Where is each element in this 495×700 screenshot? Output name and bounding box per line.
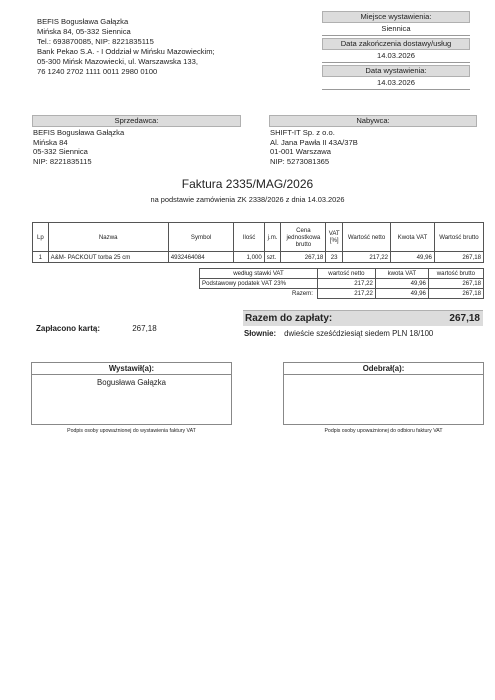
total-value: 267,18 xyxy=(449,313,480,324)
received-label: Odebrał(a): xyxy=(284,363,483,375)
issued-caption: Podpis osoby upoważnionej do wystawienia faktury VAT xyxy=(67,428,196,434)
col-header: Wartość netto xyxy=(343,223,391,252)
payment-info xyxy=(36,324,157,333)
item-name: A&M- PACKOUT torba 25 cm xyxy=(48,252,168,263)
col-header: Symbol xyxy=(168,223,234,252)
col-header: Ilość xyxy=(234,223,264,252)
seller-line: NIP: 8221835115 xyxy=(33,156,92,166)
issue-date-value: 14.03.2026 xyxy=(322,77,470,90)
seller-block xyxy=(32,115,241,166)
seller-header-line: 76 1240 2702 1111 0011 2980 0100 xyxy=(37,67,158,77)
invoice-title: Faktura 2335/MAG/2026 xyxy=(181,177,314,191)
delivery-date-value: 14.03.2026 xyxy=(322,50,470,63)
seller-header-line: Bank Pekao S.A. - I Oddział w Mińsku Mazowieckim; xyxy=(37,47,215,57)
table-row xyxy=(33,252,484,263)
seller-label: Sprzedawca: xyxy=(32,115,241,127)
item-symbol: 4932464084 xyxy=(168,252,234,263)
buyer-line: SHIFT-IT Sp. z o.o. xyxy=(270,128,335,137)
seller-line: BEFIS Bogusława Gałązka xyxy=(33,128,125,137)
total-words: dwieście sześćdziesiąt siedem PLN 18/100 xyxy=(284,329,434,338)
vat-col-header: kwota VAT xyxy=(375,269,428,279)
vat-gross: 267,18 xyxy=(428,279,483,289)
received-signature-box xyxy=(283,362,484,425)
place-value: Siennica xyxy=(322,23,470,36)
seller-header-line: Mińska 84, 05-332 Siennica xyxy=(37,27,131,37)
total-label: Razem do zapłaty: xyxy=(245,313,333,324)
col-header: Lp xyxy=(33,223,49,252)
items-table xyxy=(32,222,484,263)
col-header: Cena jednostkowa brutto xyxy=(281,223,326,252)
invoice-meta xyxy=(322,11,470,90)
vat-total-label: Razem: xyxy=(200,289,318,299)
vat-amount: 49,96 xyxy=(375,279,428,289)
invoice-subtitle: na podstawie zamówienia ZK 2338/2026 z dnia 14.03.2026 xyxy=(150,195,345,204)
delivery-date-label: Data zakończenia dostawy/usług xyxy=(322,38,470,50)
vat-col-header: wartość netto xyxy=(317,269,375,279)
item-vat-rate: 23 xyxy=(326,252,343,263)
buyer-line: 01-001 Warszawa xyxy=(270,147,331,156)
received-caption: Podpis osoby upoważnionej do odbioru faktury VAT xyxy=(324,428,443,434)
col-header: Nazwa xyxy=(48,223,168,252)
vat-total-net: 217,22 xyxy=(317,289,375,299)
total-block xyxy=(243,310,483,338)
vat-total-gross: 267,18 xyxy=(428,289,483,299)
seller-line: 05-332 Siennica xyxy=(33,147,88,156)
item-vat-amount: 49,96 xyxy=(391,252,435,263)
vat-col-header: według stawki VAT xyxy=(200,269,318,279)
seller-header-line: 05-300 Mińsk Mazowiecki, ul. Warszawska 133, xyxy=(37,57,198,67)
col-header: VAT [%] xyxy=(326,223,343,252)
seller-header xyxy=(37,17,215,78)
buyer-label: Nabywca: xyxy=(269,115,477,127)
items-header-row xyxy=(33,223,484,252)
vat-rate-label: Podstawowy podatek VAT 23% xyxy=(200,279,318,289)
vat-total-row xyxy=(200,289,484,299)
place-label: Miejsce wystawienia: xyxy=(322,11,470,23)
payment-value: 267,18 xyxy=(132,324,157,333)
item-lp: 1 xyxy=(33,252,49,263)
item-gross: 267,18 xyxy=(434,252,483,263)
item-unit-price: 267,18 xyxy=(281,252,326,263)
vat-net: 217,22 xyxy=(317,279,375,289)
seller-header-line: Tel.: 693870085, NIP: 8221835115 xyxy=(37,37,154,47)
seller-line: Mińska 84 xyxy=(33,137,68,147)
issue-date-label: Data wystawienia: xyxy=(322,65,470,77)
item-net: 217,22 xyxy=(343,252,391,263)
col-header: Kwota VAT xyxy=(391,223,435,252)
col-header: Wartość brutto xyxy=(434,223,483,252)
total-words-label: Słownie: xyxy=(244,329,277,338)
vat-header-row xyxy=(200,269,484,279)
buyer-line: Al. Jana Pawła II 43A/37B xyxy=(270,137,358,147)
table-row xyxy=(200,279,484,289)
item-qty: 1,000 xyxy=(234,252,264,263)
buyer-block xyxy=(269,115,477,166)
issued-signature-box xyxy=(31,362,232,425)
buyer-line: NIP: 5273081365 xyxy=(270,156,330,166)
vat-col-header: wartość brutto xyxy=(428,269,483,279)
issued-label: Wystawił(a): xyxy=(32,363,231,375)
payment-label: Zapłacono kartą: xyxy=(36,324,101,333)
vat-summary-table xyxy=(199,268,484,299)
issued-name: Bogusława Gałązka xyxy=(97,378,166,387)
item-unit: szt. xyxy=(264,252,281,263)
vat-total-amount: 49,96 xyxy=(375,289,428,299)
seller-header-line: BEFIS Bogusława Gałązka xyxy=(37,17,129,26)
col-header: j.m. xyxy=(264,223,281,252)
